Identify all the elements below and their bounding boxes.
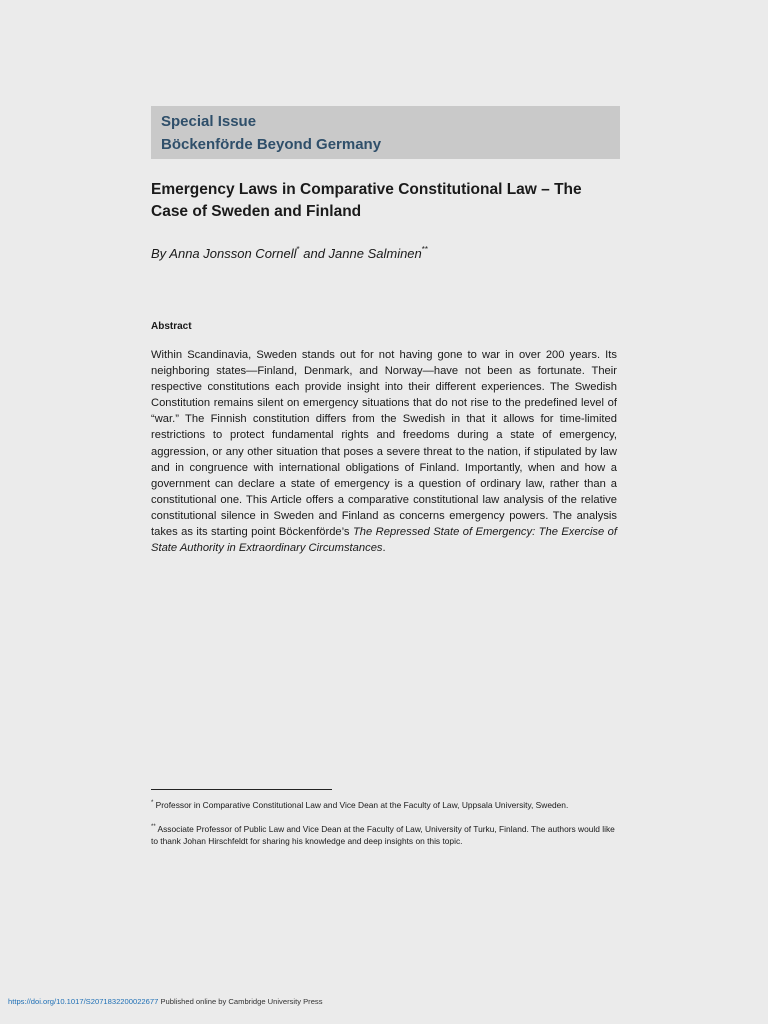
footnote-divider [151, 789, 332, 790]
footnote-text: Associate Professor of Public Law and Vice Dean at the Faculty of Law, University of Turku, Finland. The authors would like to thank Johan Hirschfeldt for sharing his knowledge and deep insights on this topic. [151, 824, 615, 846]
banner-line-issue-theme: Böckenförde Beyond Germany [161, 136, 382, 153]
abstract-text: Within Scandinavia, Sweden stands out for not having gone to war in over 200 years. Its neighboring states—Finland, Denmark, and Norway—have not been as fortunate. Their respective constitutions each provide insight into their different experiences. The Swedish Constitution remains silent on emergency situations that do not rise to the predefined level of “war.” The Finnish constitution differs from the Swedish in that it allows for time-limited restrictions to protect fundamental rights and freedoms during a state of emergency, aggression, or any other situation that poses a severe threat to the nation, if stipulated by law and in congruence with international obligations of Finland. Importantly, when and how a government can declare a state of emergency is a question of ordinary law, rather than a constitutional one. This Article offers a comparative constitutional law analysis of the relative constitutional silence in Sweden and Finland as concerns emergency powers. The analysis takes as its starting point Böckenförde’s [151, 349, 617, 539]
footnote-text: Professor in Comparative Constitutional Law and Vice Dean at the Faculty of Law, Uppsala University, Sweden. [153, 800, 569, 810]
article-title: Emergency Laws in Comparative Constitutional Law – The Case of Sweden and Finland [151, 181, 582, 220]
author-second: and Janne Salminen [299, 246, 422, 261]
published-online-note: Published online by Cambridge University Press [158, 997, 323, 1006]
special-issue-banner [151, 106, 620, 159]
footnote-second-author [151, 821, 621, 847]
footnote-mark: * [151, 800, 154, 806]
abstract-body [151, 347, 617, 556]
author-line [151, 245, 621, 261]
author-second-footnote-mark[interactable]: ** [421, 245, 429, 254]
publication-footer [8, 997, 323, 1006]
abstract-cited-work: The Repressed State of Emergency: The Exercise of State Authority in Extraordinary Circumstances [151, 526, 618, 555]
banner-line-special-issue: Special Issue [161, 113, 257, 130]
abstract-heading: Abstract [151, 321, 192, 332]
footnote-first-author [151, 797, 621, 811]
abstract-end: . [382, 542, 386, 555]
author-first: By Anna Jonsson Cornell [151, 246, 297, 261]
author-first-footnote-mark[interactable]: * [296, 245, 300, 254]
doi-link[interactable]: https://doi.org/10.1017/S2071832200022677 [8, 997, 159, 1006]
footnote-mark: ** [151, 824, 156, 830]
